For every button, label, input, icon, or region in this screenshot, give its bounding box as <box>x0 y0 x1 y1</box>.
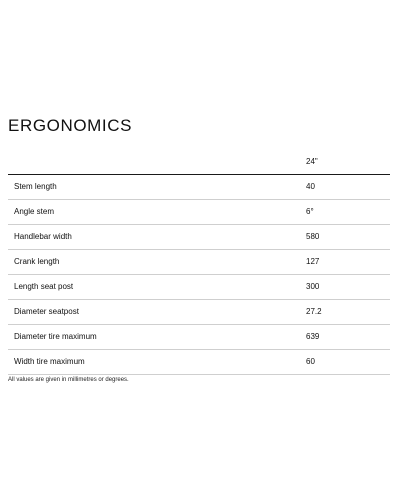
table-row <box>8 200 390 225</box>
row-label: Diameter seatpost <box>14 307 79 316</box>
row-value: 27.2 <box>306 307 322 316</box>
row-label: Diameter tire maximum <box>14 332 97 341</box>
table-row <box>8 325 390 350</box>
row-label: Length seat post <box>14 282 74 291</box>
table-row <box>8 275 390 300</box>
row-value: 639 <box>306 332 320 341</box>
table-row <box>8 225 390 250</box>
section-title: ERGONOMICS <box>8 116 133 135</box>
row-value: 6° <box>306 207 314 216</box>
table-header-row <box>8 150 390 175</box>
row-label: Crank length <box>14 257 60 266</box>
row-value: 127 <box>306 257 320 266</box>
row-label: Stem length <box>14 182 57 191</box>
row-value: 580 <box>306 232 320 241</box>
row-label: Handlebar width <box>14 232 72 241</box>
ergonomics-table <box>8 150 390 375</box>
table-row <box>8 250 390 275</box>
size-column-header: 24" <box>306 157 318 166</box>
table-row <box>8 175 390 200</box>
row-value: 300 <box>306 282 320 291</box>
table-row <box>8 300 390 325</box>
row-label: Angle stem <box>14 207 55 216</box>
footnote: All values are given in millimetres or degrees. <box>8 377 129 383</box>
row-value: 60 <box>306 357 315 366</box>
table-row <box>8 350 390 375</box>
row-value: 40 <box>306 182 315 191</box>
row-label: Width tire maximum <box>14 357 85 366</box>
